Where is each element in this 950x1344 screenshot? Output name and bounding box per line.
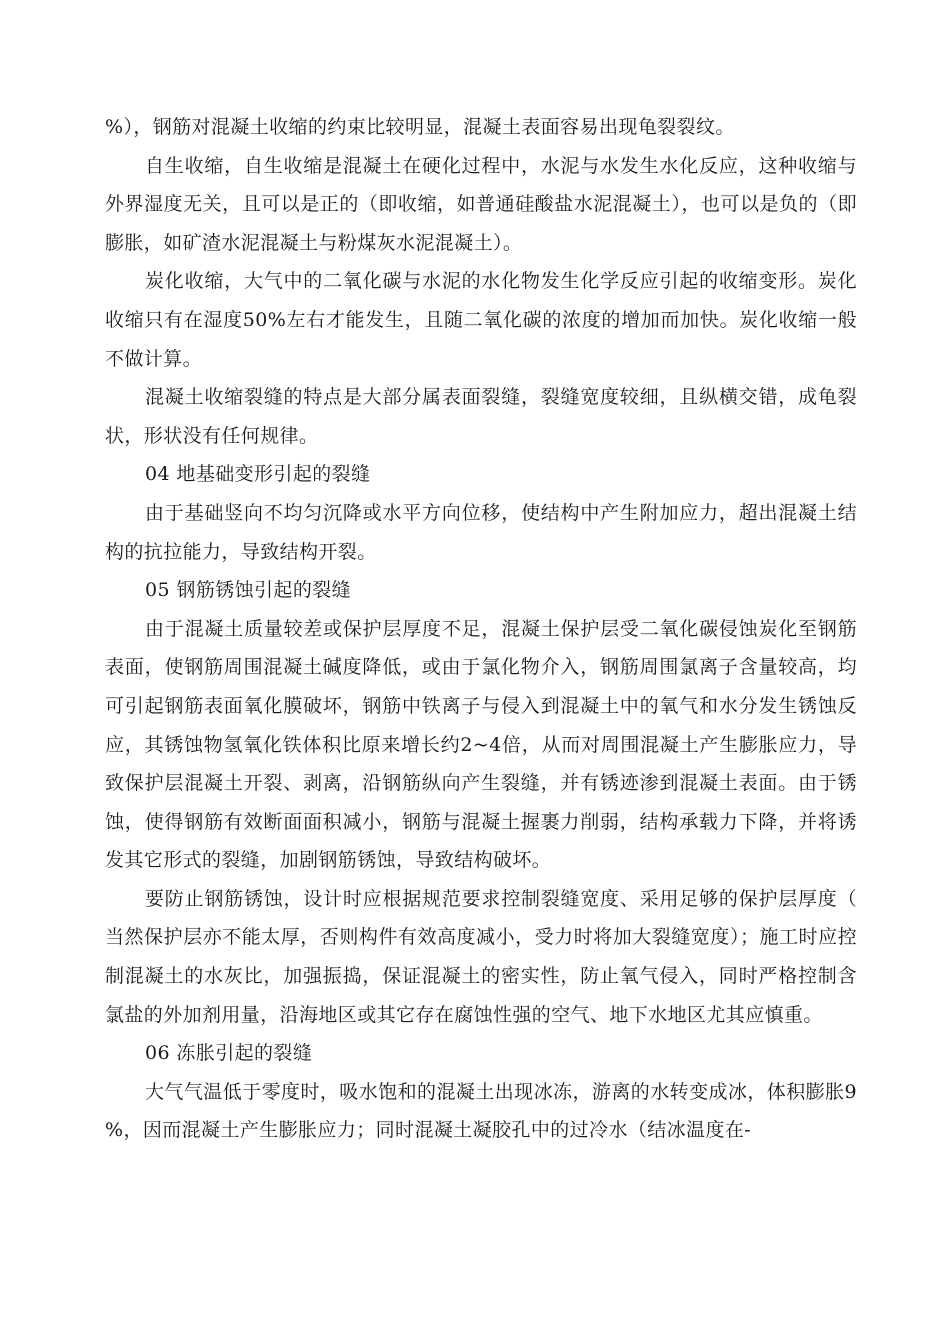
paragraph-shrinkage-crack-features: 混凝土收缩裂缝的特点是大部分属表面裂缝，裂缝宽度较细，且纵横交错，成龟裂状，形状没有任何规律。	[105, 386, 857, 447]
paragraph-foundation-deformation: 由于基础竖向不均匀沉降或水平方向位移，使结构中产生附加应力，超出混凝土结构的抗拉能力，导致结构开裂。	[105, 501, 857, 563]
paragraph-autogenous-shrinkage: 自生收缩，自生收缩是混凝土在硬化过程中，水泥与水发生水化反应，这种收缩与外界湿度无关，且可以是正的（即收缩，如普通硅酸盐水泥混凝土），也可以是负的（即膨胀，如矿渣水泥混凝土与粉煤灰水泥混凝土）。	[105, 154, 857, 254]
paragraph-shrinkage-constraint: %），钢筋对混凝土收缩的约束比较明显，混凝土表面容易出现龟裂裂纹。	[105, 116, 735, 138]
paragraph-corrosion-prevention: 要防止钢筋锈蚀，设计时应根据规范要求控制裂缝宽度、采用足够的保护层厚度（当然保护层亦不能太厚，否则构件有效高度减小，受力时将加大裂缝宽度）；施工时应控制混凝土的水灰比，加强振捣，保证混凝土的密实性，防止氧气侵入，同时严格控制含氯盐的外加剂用量，沿海地区或其它存在腐蚀性强的空气、地下水地区尤其应慎重。	[105, 887, 857, 1026]
paragraph-frost-heave: 大气气温低于零度时，吸水饱和的混凝土出现冰冻，游离的水转变成冰，体积膨胀9%，因而混凝土产生膨胀应力；同时混凝土凝胶孔中的过冷水（结冰温度在-	[105, 1080, 857, 1142]
section-heading-05: 05 钢筋锈蚀引起的裂缝	[145, 579, 352, 602]
document-body	[105, 108, 857, 1150]
paragraph-rebar-corrosion: 由于混凝土质量较差或保护层厚度不足，混凝土保护层受二氧化碳侵蚀炭化至钢筋表面，使钢筋周围混凝土碱度降低，或由于氯化物介入，钢筋周围氯离子含量较高，均可引起钢筋表面氧化膜破坏，钢筋中铁离子与侵入到混凝土中的氧气和水分发生锈蚀反应，其锈蚀物氢氧化铁体积比原来增长约2~4倍，从而对周围混凝土产生膨胀应力，导致保护层混凝土开裂、剥离，沿钢筋纵向产生裂缝，并有锈迹渗到混凝土表面。由于锈蚀，使得钢筋有效断面面积减小，钢筋与混凝土握裹力削弱，结构承载力下降，并将诱发其它形式的裂缝，加剧钢筋锈蚀，导致结构破坏。	[105, 617, 857, 872]
paragraph-carbonation-shrinkage: 炭化收缩，大气中的二氧化碳与水泥的水化物发生化学反应引起的收缩变形。炭化收缩只有在湿度50%左右才能发生，且随二氧化碳的浓度的增加而加快。炭化收缩一般不做计算。	[105, 270, 857, 370]
section-heading-06: 06 冻胀引起的裂缝	[145, 1042, 313, 1065]
section-heading-04: 04 地基础变形引起的裂缝	[145, 463, 371, 486]
